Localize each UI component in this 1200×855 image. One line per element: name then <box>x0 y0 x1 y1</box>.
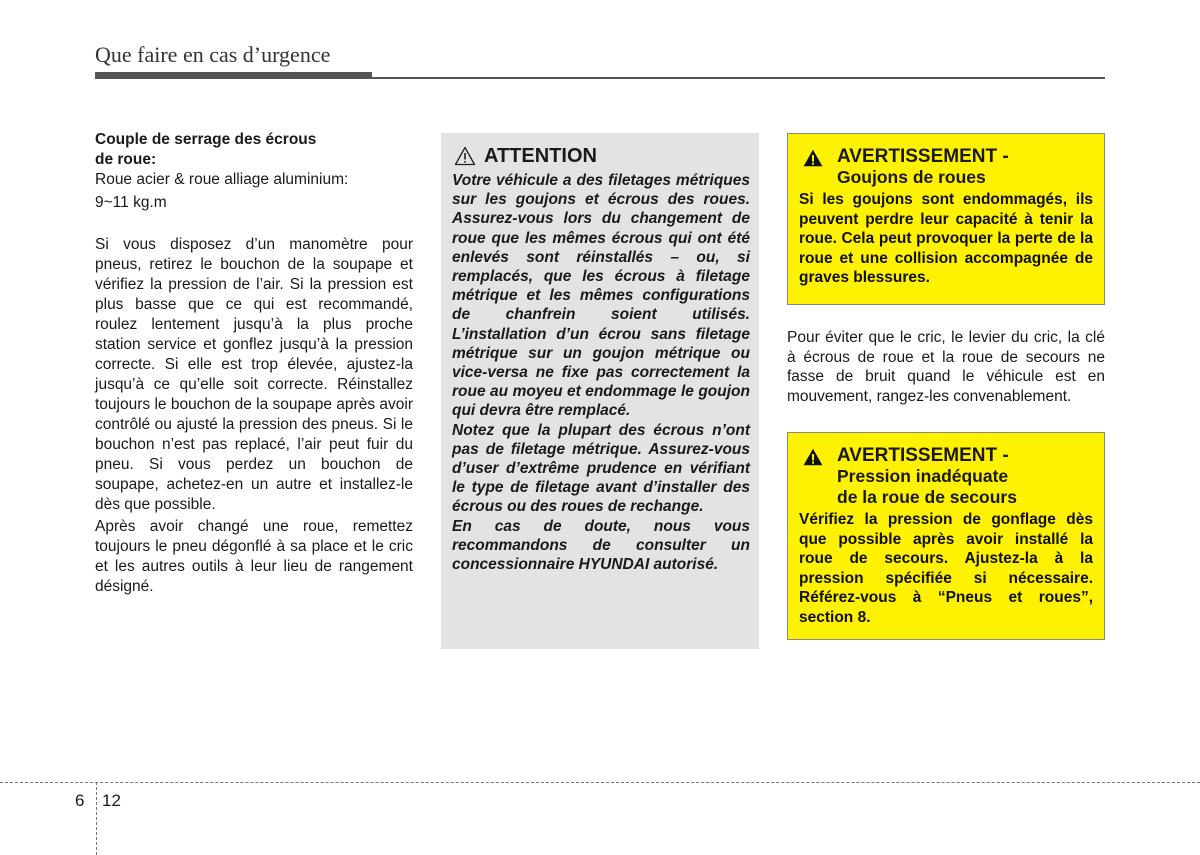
warning-title: AVERTISSEMENT - <box>837 445 1009 466</box>
footer-vertical-divider <box>96 782 97 855</box>
attention-paragraph-3: En cas de doute, nous vous recommandons de consulter un concessionnaire HYUNDAI autorisé. <box>452 517 750 574</box>
storage-paragraph: Pour éviter que le cric, le levier du cric, la clé à écrous de roue et la roue de secours ne fasse de bruit quand le véhicule est en mouvement, rangez-les convenablement. <box>787 329 1105 405</box>
page-number: 12 <box>102 791 121 810</box>
page-header-title: Que faire en cas d’urgence <box>95 42 331 67</box>
warning-box-spare-pressure <box>787 432 1105 640</box>
warning-heading <box>837 146 1009 188</box>
torque-value: 9~11 kg.m <box>95 194 167 211</box>
warning-heading <box>837 445 1017 508</box>
attention-header <box>452 143 750 169</box>
warning-header <box>799 445 1093 508</box>
warning-box-wheel-studs <box>787 133 1105 305</box>
after-change-paragraph: Après avoir changé une roue, remettez toujours le pneu dégonflé à sa place et le cric et les autres outils à leur lieu de rangement désigné. <box>95 518 413 595</box>
attention-box <box>441 133 759 649</box>
header-rule-thick <box>95 72 372 79</box>
attention-paragraph-1: Votre véhicule a des filetages métriques sur les goujons et écrous des roues. Assurez-vous lors du changement de roue que les mêmes écrous qui ont été enlevés sont réinstallés – ou, si remplacés, que les écrous à filetage métrique et les mêmes configurations de chanfrein soient utilisés. L’installation d’un écrou sans filetage métrique sur un goujon métrique ou vice-versa ne fixe pas correctement la roue au moyeu et endommage le goujon qui devra être remplacé. <box>452 172 750 420</box>
left-column <box>95 130 413 597</box>
warning-text: Vérifiez la pression de gonflage dès que possible après avoir installé la roue de secours. Ajustez-la à la pression spécifiée si nécessaire. Référez-vous à “Pneus et roues”, section 8. <box>799 511 1093 626</box>
warning-subtitle: Goujons de roues <box>837 167 986 187</box>
warning-title: AVERTISSEMENT - <box>837 146 1009 167</box>
torque-subject: Roue acier & roue alliage aluminium: <box>95 171 349 188</box>
torque-title-line2: de roue: <box>95 151 157 168</box>
footer-divider <box>0 782 1200 783</box>
attention-title: ATTENTION <box>484 144 597 167</box>
attention-paragraph-2: Notez que la plupart des écrous n’ont pas de filetage métrique. Assurez-vous d’user d’extrême prudence en vérifiant le type de filetage avant d’installer des écrous ou des roues de rechange. <box>452 421 750 516</box>
torque-title-line1: Couple de serrage des écrous <box>95 131 317 148</box>
caution-triangle-icon <box>454 146 476 166</box>
warning-triangle-icon <box>803 149 823 167</box>
warning-text: Si les goujons sont endommagés, ils peuvent perdre leur capacité à tenir la roue. Cela peut provoquer la perte de la roue et une collision accompagnée de graves blessures. <box>799 191 1093 286</box>
header-rule-thin <box>372 77 1105 79</box>
warning-triangle-icon <box>803 448 823 466</box>
warning-subtitle-1: Pression inadéquate <box>837 466 1009 486</box>
chapter-number: 6 <box>75 791 85 810</box>
warning-subtitle-2: de la roue de secours <box>837 487 1017 507</box>
warning-header <box>799 146 1093 188</box>
tire-pressure-paragraph: Si vous disposez d’un manomètre pour pneus, retirez le bouchon de la soupape et vérifiez la pression de l’air. Si la pression est plus basse que ce qui est recommandé, roulez lentement jusqu’à la plus proche station service et gonflez jusqu’à la pression correcte. Si elle est trop élevée, ajustez-la jusqu’à ce qu’elle soit correcte. Réinstallez toujours le bouchon de la soupape après avoir contrôlé ou ajusté la pression des pneus. Si le bouchon n’est pas replacé, l’air peut fuir du pneu. Si vous perdez un bouchon de soupape, achetez-en un autre et installez-le dès que possible. <box>95 236 413 513</box>
